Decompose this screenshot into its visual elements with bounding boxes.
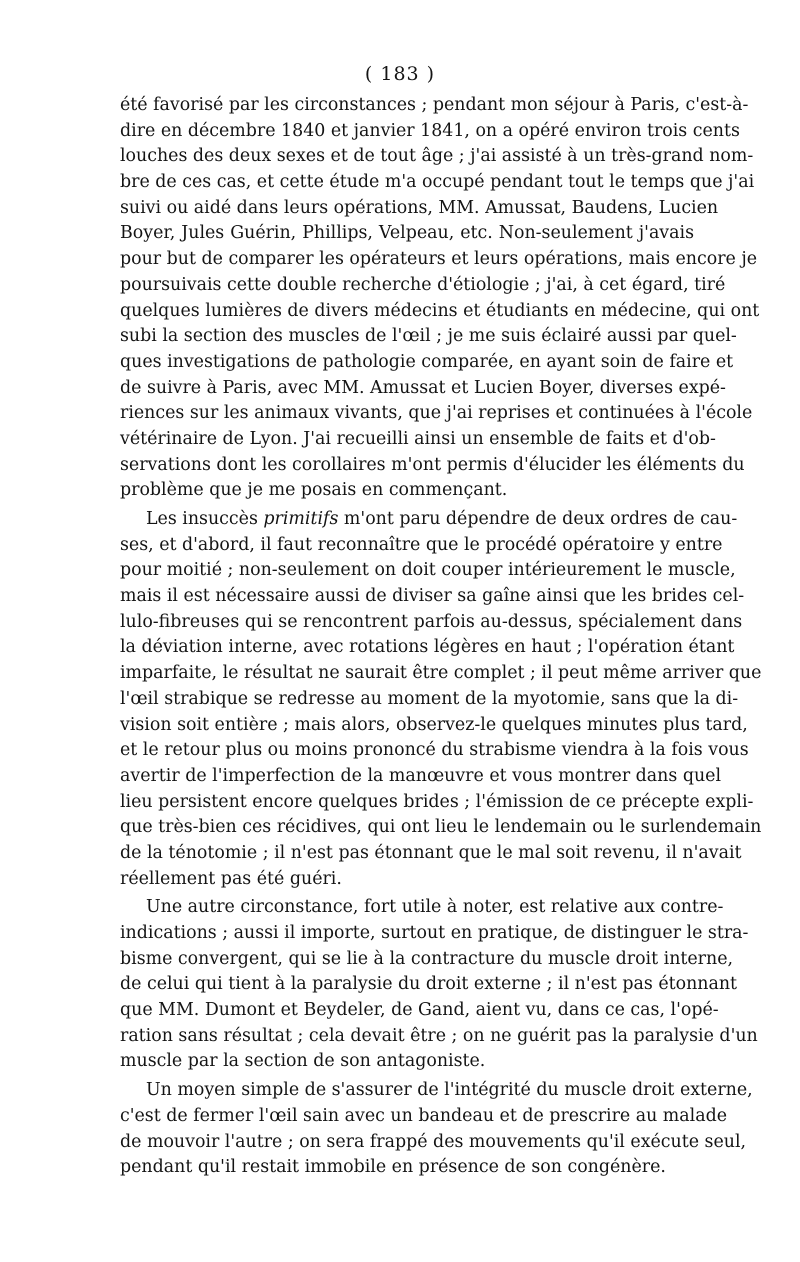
text-line: c'est de fermer l'œil sain avec un bandeau et de prescrire au malade: [120, 1105, 728, 1126]
text-line: mais il est nécessaire aussi de diviser sa gaîne ainsi que les brides cel-: [120, 586, 745, 607]
text-line: que MM. Dumont et Beydeler, de Gand, aient vu, dans ce cas, l'opé-: [120, 1000, 719, 1021]
text-line: Les insuccès primitifs m'ont paru dépendre de deux ordres de cau-: [146, 509, 738, 529]
text-line: que très-bien ces récidives, qui ont lieu le lendemain ou le surlendemain: [120, 817, 762, 838]
body-text: [120, 93, 762, 1181]
paragraph: [120, 93, 760, 504]
text-line: réellement pas été guéri.: [120, 868, 342, 889]
text-line: bre de ces cas, et cette étude m'a occupé pendant tout le temps que j'ai: [120, 172, 755, 193]
text-line: poursuivais cette double recherche d'étiologie ; j'ai, à cet égard, tiré: [120, 274, 726, 295]
text-line: louches des deux sexes et de tout âge ; j'ai assisté à un très-grand nom-: [120, 146, 754, 167]
paragraph: [120, 1078, 753, 1181]
paragraph: [120, 895, 758, 1075]
text-line: de suivre à Paris, avec MM. Amussat et Lucien Boyer, diverses expé-: [120, 377, 726, 398]
text-line: vétérinaire de Lyon. J'ai recueilli ainsi un ensemble de faits et d'ob-: [120, 428, 716, 449]
text-line: indications ; aussi il importe, surtout en pratique, de distinguer le stra-: [120, 923, 749, 943]
text-line: riences sur les animaux vivants, que j'ai reprises et continuées à l'école: [120, 403, 753, 424]
text-line: servations dont les corollaires m'ont permis d'élucider les éléments du: [120, 454, 745, 475]
text-line: ration sans résultat ; cela devait être ; on ne guérit pas la paralysie d'un: [120, 1025, 758, 1046]
text-line: lieu persistent encore quelques brides ; l'émission de ce précepte expli-: [120, 791, 754, 812]
text-line: la déviation interne, avec rotations légères en haut ; l'opération étant: [120, 637, 735, 658]
text-line: problème que je me posais en commençant.: [120, 480, 508, 501]
text-line: imparfaite, le résultat ne saurait être complet ; il peut même arriver que: [120, 663, 762, 684]
text-line: été favorisé par les circonstances ; pendant mon séjour à Paris, c'est-à-: [120, 95, 749, 115]
page-number: ( 183 ): [364, 63, 436, 85]
paragraph: [120, 507, 762, 892]
text-line: subi la section des muscles de l'œil ; je me suis éclairé aussi par quel-: [120, 326, 737, 347]
text-line: muscle par la section de son antagoniste.: [120, 1051, 486, 1072]
text-line: Boyer, Jules Guérin, Phillips, Velpeau, etc. Non-seulement j'avais: [120, 223, 694, 244]
text-line: pour moitié ; non-seulement on doit couper intérieurement le muscle,: [120, 560, 736, 581]
text-line: de la ténotomie ; il n'est pas étonnant que le mal soit revenu, il n'avait: [120, 842, 742, 863]
text-line: de celui qui tient à la paralysie du droit externe ; il n'est pas étonnant: [120, 974, 738, 995]
text-line: avertir de l'imperfection de la manœuvre et vous montrer dans quel: [120, 765, 722, 786]
text-line: pendant qu'il restait immobile en présence de son congénère.: [120, 1157, 666, 1178]
text-line: et le retour plus ou moins prononcé du strabisme viendra à la fois vous: [120, 740, 749, 761]
text-line: lulo-fibreuses qui se rencontrent parfois au-dessus, spécialement dans: [120, 611, 743, 632]
text-line: bisme convergent, qui se lie à la contracture du muscle droit interne,: [120, 948, 734, 969]
text-line: l'œil strabique se redresse au moment de la myotomie, sans que la di-: [120, 688, 739, 709]
text-line: pour but de comparer les opérateurs et leurs opérations, mais encore je: [120, 249, 758, 270]
text-line: Un moyen simple de s'assurer de l'intégrité du muscle droit externe,: [146, 1080, 753, 1101]
text-line: ses, et d'abord, il faut reconnaître que le procédé opératoire y entre: [120, 534, 723, 555]
text-line: dire en décembre 1840 et janvier 1841, on a opéré environ trois cents: [120, 120, 740, 141]
text-line: de mouvoir l'autre ; on sera frappé des mouvements qu'il exécute seul,: [120, 1131, 747, 1152]
text-line: suivi ou aidé dans leurs opérations, MM. Amussat, Baudens, Lucien: [120, 197, 719, 218]
text-line: quelques lumières de divers médecins et étudiants en médecine, qui ont: [120, 300, 760, 321]
text-line: Une autre circonstance, fort utile à noter, est relative aux contre-: [146, 897, 724, 918]
text-line: vision soit entière ; mais alors, observez-le quelques minutes plus tard,: [120, 714, 748, 735]
text-line: ques investigations de pathologie comparée, en ayant soin de faire et: [120, 351, 734, 372]
